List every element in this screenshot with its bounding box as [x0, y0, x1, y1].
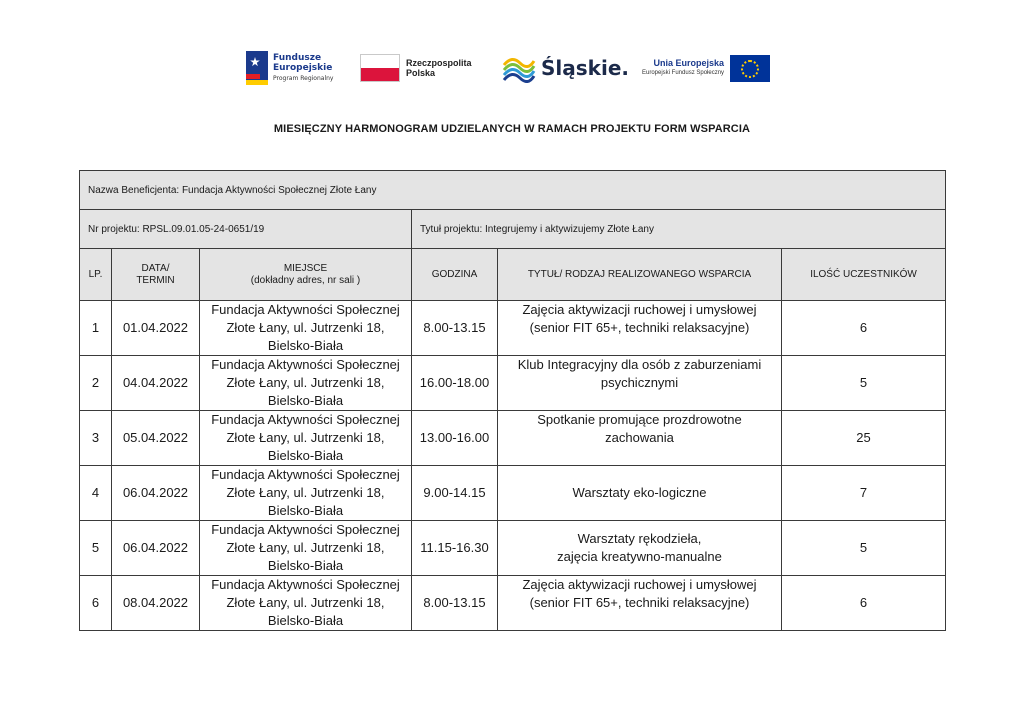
miejsce-line: Bielsko-Biała [267, 448, 344, 463]
cell-lp: 3 [80, 411, 112, 466]
tytul-line: Spotkanie promujące prozdrowotne [537, 412, 742, 427]
rp-logo-line1: Rzeczpospolita [406, 58, 472, 68]
polish-flag-icon [360, 54, 400, 82]
cell-miejsce [200, 576, 412, 631]
slaskie-wave-icon [502, 53, 536, 83]
project-number-cell: Nr projektu: RPSL.09.01.05-24-0651/19 [80, 210, 412, 249]
cell-godzina: 9.00-14.15 [412, 466, 498, 521]
slaskie-logo [502, 50, 629, 86]
unia-europejska-logo [642, 50, 770, 86]
ue-logo-line2: Europejski Fundusz Społeczny [642, 70, 725, 76]
miejsce-line: Złote Łany, ul. Jutrzenki 18, [226, 320, 385, 335]
header-data-line2: TERMIN [136, 274, 175, 286]
miejsce-line: Bielsko-Biała [267, 613, 344, 628]
miejsce-line: Złote Łany, ul. Jutrzenki 18, [226, 540, 385, 555]
cell-data: 08.04.2022 [112, 576, 200, 631]
header-lp: LP. [80, 249, 112, 301]
header-tytul: TYTUŁ/ RODZAJ REALIZOWANEGO WSPARCIA [498, 249, 782, 301]
miejsce-line: Fundacja Aktywności Społecznej [211, 467, 400, 482]
cell-ilosc: 25 [782, 411, 946, 466]
table-row [80, 576, 946, 631]
tytul-line: Klub Integracyjny dla osób z zaburzeniami [517, 357, 762, 372]
fundusze-europejskie-mark-icon [246, 51, 268, 85]
tytul-line: zachowania [605, 430, 674, 445]
cell-ilosc: 6 [782, 301, 946, 356]
tytul-line: zajęcia kreatywno-manualne [557, 549, 722, 564]
cell-godzina: 8.00-13.15 [412, 301, 498, 356]
beneficiary-cell: Nazwa Beneficjenta: Fundacja Aktywności Społecznej Złote Łany [80, 171, 946, 210]
header-miejsce [200, 249, 412, 301]
cell-godzina: 13.00-16.00 [412, 411, 498, 466]
tytul-line: Warsztaty rękodzieła, [577, 531, 702, 546]
header-data [112, 249, 200, 301]
ue-logo-line1: Unia Europejska [653, 58, 725, 68]
miejsce-line: Fundacja Aktywności Społecznej [211, 302, 400, 317]
cell-miejsce [200, 521, 412, 576]
miejsce-line: Złote Łany, ul. Jutrzenki 18, [226, 375, 385, 390]
cell-lp: 2 [80, 356, 112, 411]
cell-tytul [498, 411, 782, 466]
rzeczpospolita-polska-logo [360, 50, 472, 86]
miejsce-line: Fundacja Aktywności Społecznej [211, 577, 400, 592]
table-row [80, 301, 946, 356]
rp-logo-line2: Polska [406, 68, 436, 78]
cell-ilosc: 5 [782, 356, 946, 411]
document-title: MIESIĘCZNY HARMONOGRAM UDZIELANYCH W RAMACH PROJEKTU FORM WSPARCIA [273, 123, 751, 135]
table-row [80, 411, 946, 466]
cell-data: 05.04.2022 [112, 411, 200, 466]
table-row [80, 521, 946, 576]
fundusze-europejskie-logo [246, 50, 333, 86]
cell-miejsce [200, 411, 412, 466]
logo-bar [244, 50, 784, 86]
cell-tytul [498, 356, 782, 411]
slaskie-logo-text: Śląskie. [541, 56, 629, 80]
cell-miejsce [200, 466, 412, 521]
tytul-line: Warsztaty eko-logiczne [572, 485, 707, 500]
fe-logo-line2: Europejskie [273, 62, 333, 73]
cell-godzina: 11.15-16.30 [412, 521, 498, 576]
fe-logo-line1: Fundusze [273, 52, 322, 63]
header-data-line1: DATA/ [141, 262, 170, 274]
table-row [80, 466, 946, 521]
cell-tytul [498, 301, 782, 356]
cell-godzina: 16.00-18.00 [412, 356, 498, 411]
cell-ilosc: 5 [782, 521, 946, 576]
miejsce-line: Złote Łany, ul. Jutrzenki 18, [226, 595, 385, 610]
table-header-row [80, 249, 946, 301]
cell-tytul [498, 576, 782, 631]
cell-data: 06.04.2022 [112, 466, 200, 521]
cell-lp: 5 [80, 521, 112, 576]
cell-godzina: 8.00-13.15 [412, 576, 498, 631]
miejsce-line: Bielsko-Biała [267, 338, 344, 353]
project-title-cell: Tytuł projektu: Integrujemy i aktywizujemy Złote Łany [412, 210, 946, 249]
tytul-line: psychicznymi [600, 375, 679, 390]
cell-lp: 6 [80, 576, 112, 631]
cell-ilosc: 6 [782, 576, 946, 631]
cell-data: 04.04.2022 [112, 356, 200, 411]
header-godzina: GODZINA [412, 249, 498, 301]
cell-tytul [498, 521, 782, 576]
miejsce-line: Bielsko-Biała [267, 503, 344, 518]
header-miejsce-line2: (dokładny adres, nr sali ) [250, 274, 361, 286]
tytul-line: Zajęcia aktywizacji ruchowej i umysłowej [522, 577, 757, 592]
tytul-line: (senior FIT 65+, techniki relaksacyjne) [529, 595, 750, 610]
miejsce-line: Fundacja Aktywności Społecznej [211, 412, 400, 427]
miejsce-line: Fundacja Aktywności Społecznej [211, 522, 400, 537]
cell-lp: 1 [80, 301, 112, 356]
miejsce-line: Bielsko-Biała [267, 558, 344, 573]
cell-miejsce [200, 301, 412, 356]
tytul-line: Zajęcia aktywizacji ruchowej i umysłowej [522, 302, 757, 317]
table-row [80, 356, 946, 411]
miejsce-line: Bielsko-Biała [267, 393, 344, 408]
miejsce-line: Złote Łany, ul. Jutrzenki 18, [226, 430, 385, 445]
cell-tytul [498, 466, 782, 521]
cell-data: 01.04.2022 [112, 301, 200, 356]
cell-lp: 4 [80, 466, 112, 521]
miejsce-line: Złote Łany, ul. Jutrzenki 18, [226, 485, 385, 500]
cell-miejsce [200, 356, 412, 411]
cell-ilosc: 7 [782, 466, 946, 521]
schedule-table [79, 170, 946, 631]
cell-data: 06.04.2022 [112, 521, 200, 576]
header-ilosc: ILOŚĆ UCZESTNIKÓW [782, 249, 946, 301]
eu-flag-icon [730, 55, 770, 82]
header-miejsce-line1: MIEJSCE [283, 262, 328, 274]
tytul-line: (senior FIT 65+, techniki relaksacyjne) [529, 320, 750, 335]
miejsce-line: Fundacja Aktywności Społecznej [211, 357, 400, 372]
fe-logo-line3: Program Regionalny [273, 74, 334, 82]
